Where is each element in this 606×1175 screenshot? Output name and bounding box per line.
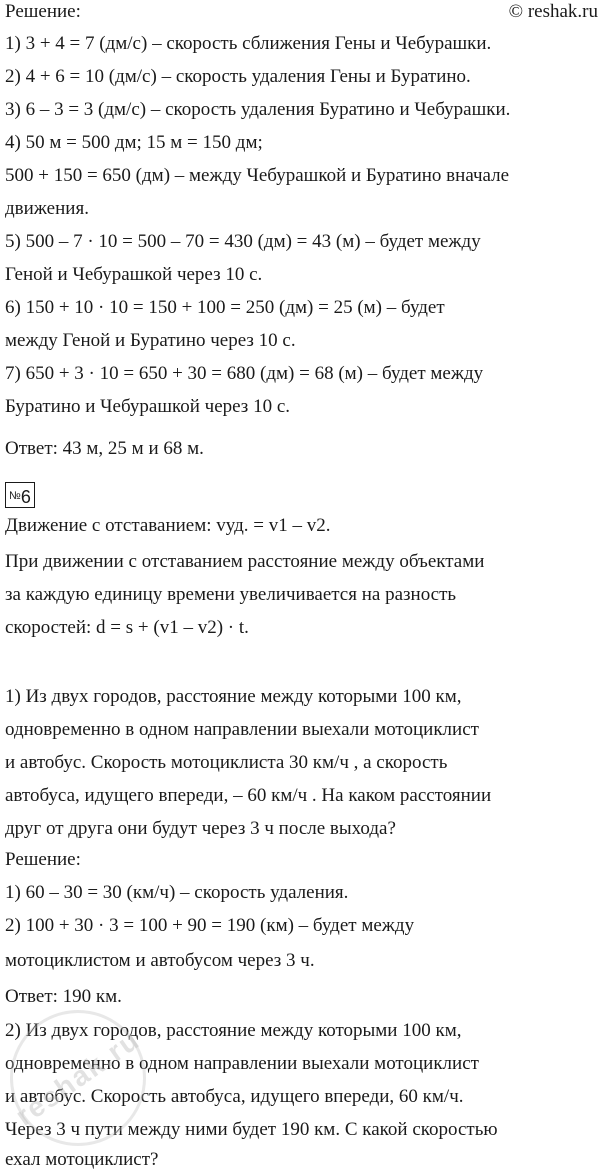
solution-line: 1) 60 – 30 = 30 (км/ч) – скорость удаления.: [5, 882, 349, 903]
problem-line: 2) Из двух городов, расстояние между которыми 100 км,: [5, 1020, 462, 1041]
solution-line: 500 + 150 = 650 (дм) – между Чебурашкой и Буратино вначале: [5, 165, 510, 186]
solution-line: 4) 50 м = 500 дм; 15 м = 150 дм;: [5, 132, 263, 153]
problem-line: и автобус. Скорость мотоциклиста 30 км/ч , а скорость: [5, 752, 448, 773]
theory-line: При движении с отставанием расстояние между объектами: [5, 551, 485, 572]
problem-line: Через 3 ч пути между ними будет 190 км. С какой скоростью: [5, 1119, 498, 1140]
problem-line: автобуса, идущего впереди, – 60 км/ч . На каком расстоянии: [5, 785, 492, 806]
solution-line: 1) 3 + 4 = 7 (дм/с) – скорость сближения Гены и Чебурашки.: [5, 33, 492, 54]
theory-formula-line: скоростей: d = s + (v1 – v2) · t.: [5, 617, 249, 638]
solution-line: Буратино и Чебурашкой через 10 с.: [5, 396, 290, 417]
solution-line: 6) 150 + 10 · 10 = 150 + 100 = 250 (дм) = 25 (м) – будет: [5, 297, 445, 318]
solution-line: 7) 650 + 3 · 10 = 650 + 30 = 680 (дм) = 68 (м) – будет между: [5, 363, 484, 384]
problem-line: ехал мотоциклист?: [5, 1149, 159, 1170]
task-number: 6: [20, 487, 31, 507]
number-sign: №: [9, 490, 21, 502]
watermark-logo: [0, 983, 173, 1172]
task-number-badge: [5, 482, 35, 508]
solution-line: 2) 100 + 30 · 3 = 100 + 90 = 190 (км) – будет между: [5, 915, 415, 936]
answer-line: Ответ: 43 м, 25 м и 68 м.: [5, 438, 204, 459]
solution-line: между Геной и Буратино через 10 с.: [5, 330, 296, 351]
source-credit: © reshak.ru: [508, 1, 598, 22]
watermark-text: reshak.ru: [9, 1023, 146, 1132]
problem-line: и автобус. Скорость автобуса, идущего впереди, 60 км/ч.: [5, 1086, 464, 1107]
problem-line: одновременно в одном направлении выехали мотоциклист: [5, 1053, 479, 1074]
problem-line: одновременно в одном направлении выехали мотоциклист: [5, 719, 479, 740]
solution-line: 2) 4 + 6 = 10 (дм/с) – скорость удаления Гены и Буратино.: [5, 66, 471, 87]
solution-heading: Решение:: [5, 849, 81, 870]
problem-line: 1) Из двух городов, расстояние между которыми 100 км,: [5, 686, 462, 707]
answer-line: Ответ: 190 км.: [5, 986, 122, 1007]
solution-line: Геной и Чебурашкой через 10 с.: [5, 264, 263, 285]
solution-line: мотоциклистом и автобусом через 3 ч.: [5, 950, 315, 971]
solution-line: 3) 6 – 3 = 3 (дм/с) – скорость удаления Буратино и Чебурашки.: [5, 99, 511, 120]
theory-formula-line: Движение с отставанием: vуд. = v1 – v2.: [5, 515, 331, 536]
theory-line: за каждую единицу времени увеличивается на разность: [5, 584, 457, 605]
solution-line: 5) 500 – 7 · 10 = 500 – 70 = 430 (дм) = 43 (м) – будет между: [5, 231, 481, 252]
problem-line: друг от друга они будут через 3 ч после выхода?: [5, 818, 396, 839]
solution-line: движения.: [5, 198, 89, 219]
solution-heading: Решение:: [5, 1, 81, 22]
